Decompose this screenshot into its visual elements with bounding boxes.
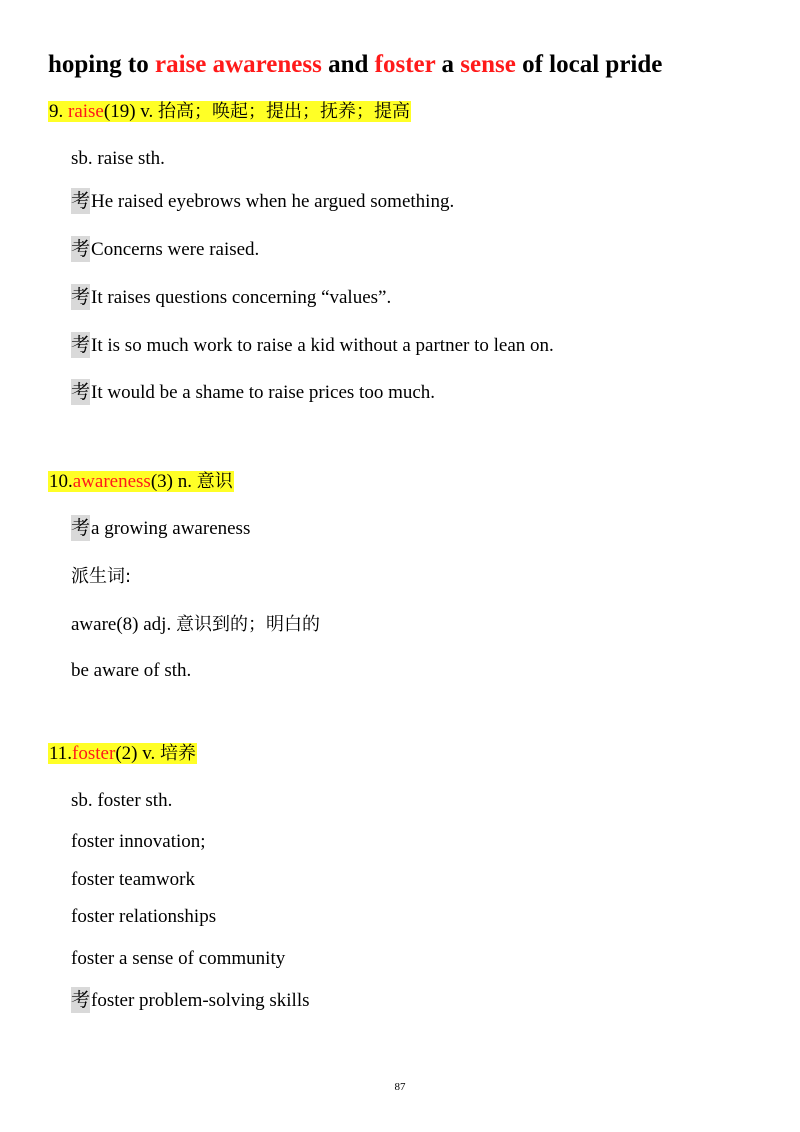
entry-word: raise [68,101,104,122]
exam-example: 考It is so much work to raise a kid without a partner to lean on. [71,334,554,356]
entry-meaning: 抬高；唤起；提出；抚养；提高 [158,101,411,122]
collocation-line: foster a sense of community [71,948,286,969]
exam-marker: 考 [71,238,91,260]
exam-marker: 考 [71,989,91,1011]
exam-example: 考Concerns were raised. [71,238,260,260]
entry-heading-foster [48,740,197,767]
entry-meaning: 培养 [159,743,196,764]
derived-word: aware(8) adj. 意识到的；明白的 [71,614,320,635]
page-number: 87 [394,1081,406,1093]
collocation-line: foster relationships [71,906,217,927]
highlighted-heading: 10.awareness(3) n. 意识 [49,471,233,492]
usage-line: sb. raise sth. [71,148,165,169]
exam-marker: 考 [71,286,91,308]
entry-heading-raise [48,98,411,125]
exam-marker: 考 [71,334,91,356]
usage-line: be aware of sth. [71,660,192,681]
page-title: hoping to raise awareness and foster a sense of local pride [48,51,663,78]
keyword-foster: foster [374,51,436,78]
usage-line: sb. foster sth. [71,790,173,811]
exam-marker: 考 [71,517,91,539]
exam-example: 考It raises questions concerning “values”. [71,286,392,308]
exam-example: 考It would be a shame to raise prices too much. [71,381,436,403]
entry-heading-awareness [48,468,234,495]
collocation-line: foster innovation; [71,831,206,852]
keyword-raise-awareness: raise awareness [154,51,322,78]
keyword-sense: sense [460,51,516,78]
collocation-line: foster teamwork [71,869,195,890]
entry-meaning: 意识 [196,471,233,492]
exam-marker: 考 [71,381,91,403]
highlighted-heading: 9. raise(19) v. 抬高；唤起；提出；抚养；提高 [49,101,411,122]
derived-words-label: 派生词: [71,566,132,587]
exam-marker: 考 [71,190,91,212]
exam-example: 考a growing awareness [71,517,251,539]
entry-word: awareness [72,471,151,492]
exam-example: 考foster problem-solving skills [71,989,310,1011]
exam-example: 考He raised eyebrows when he argued something. [71,190,455,212]
entry-word: foster [72,743,116,764]
highlighted-heading: 11.foster(2) v. 培养 [49,743,196,764]
